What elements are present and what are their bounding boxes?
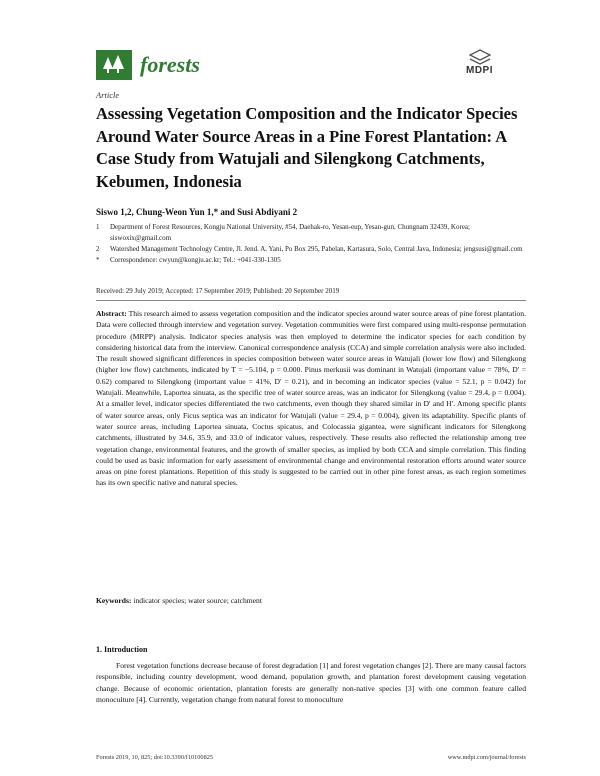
affiliation-item xyxy=(96,244,526,255)
abstract xyxy=(96,308,526,489)
keywords-text: indicator species; water source; catchment xyxy=(133,596,262,605)
footer-url[interactable]: www.mdpi.com/journal/forests xyxy=(447,754,526,761)
paper-title: Assessing Vegetation Composition and the Indicator Species Around Water Source Areas in a Pine Forest Plantation: A Case Study from Watujali and Silengkong Catchments, Kebumen, Indonesia xyxy=(96,104,518,191)
journal-name[interactable]: forests xyxy=(140,52,200,77)
section-heading: 1. Introduction xyxy=(96,645,148,654)
keywords-label: Keywords: xyxy=(96,596,132,605)
abstract-label: Abstract: xyxy=(96,309,127,318)
introduction-text: Forest vegetation functions decrease because of forest degradation [1] and forest vegetation changes [2]. There are many causal factors responsible, including country development, wood demand, population growth, and plantation forest development causing vegetation change. Because of economic orientation, plantation forests are generally non-native species [3] with one common feature called monoculture [4]. Currently, vegetation change from natural forest to monoculture xyxy=(96,661,526,704)
article-type: Article xyxy=(96,90,120,100)
affiliation-mark: * xyxy=(96,256,100,264)
affiliation-mark: 2 xyxy=(96,245,100,253)
publication-dates: Received: 29 July 2019; Accepted: 17 September 2019; Published: 20 September 2019 xyxy=(96,287,340,295)
author-list: Siswo 1,2, Chung-Weon Yun 1,* and Susi Abdiyani 2 xyxy=(96,207,298,217)
correspondence-text: Correspondence: cwyun@kongju.ac.kr; Tel.: +041-330-1305 xyxy=(110,256,281,264)
footer-citation: Forests 2019, 10, 825; doi:10.3390/f10100825 xyxy=(96,754,214,761)
affiliation-text: Watershed Management Technology Centre, Jl. Jend. A. Yani, Po Box 295, Pabelan, Kartasura, Solo, Central Java, Indonesia; jengsusi@gmail.com xyxy=(110,245,523,253)
publisher-name: MDPI xyxy=(466,65,493,76)
affiliation-item xyxy=(96,255,526,266)
journal-logo xyxy=(96,50,132,80)
affiliation-text: Department of Forest Resources, Kongju National University, #54, Daehak-ro, Yesan-eup, Yesan-gun, Chungnam 32439, Korea; siswoxix@gmail.com xyxy=(110,223,470,242)
tree-logo-icon xyxy=(101,54,127,76)
affiliation-list xyxy=(96,222,526,266)
divider xyxy=(96,300,526,301)
affiliation-item xyxy=(96,222,526,244)
abstract-text: This research aimed to assess vegetation composition and the indicator species around water source areas of pine forest plantation. Data were collected through interview and vegetation survey. Vegetation communities were first compared using multi-response permutation procedure (MRPP) analysis. Indicator species analysis was then employed to determine the indicator species for each condition by considering historical data from the interview. Canonical correspondence analysis (CCA) and simple correlation analysis were also included. The result showed significant differences in species composition between water source areas in Watujali (lower low flow) and Silengkong (higher low flow) catchments, indicated by T = −5.104, p = 0.000. Pinus merkusii was dominant in Watujali (important value = 78%, D′ = 0.62) compared to Silengkong (important value = 41%, D′ = 0.21), and in becoming an indicator species (value = 52.1, p = 0.042) for Watujali. Meanwhile, Laportea sinuata, as the specific tree of water source areas, was an indicator for Silengkong (value = 29.4, p = 0.004). At a smaller level, indicator species differentiated the two catchments, even though they shared similar in D′ and H′. Among specific plants of water source areas, only Ficus septica was an indicator for Watujali (value = 29.4, p = 0.004), given its adaptability. Specific plants of water source areas, including Laportea sinuata, Coctus spicatus, and Colocassia gigantea, were significant indicators for Silengkong catchments, illustrated by 34.6, 35.9, and 33.0 of indicator values, respectively. These results also reflected the relationship among tree vegetation change, environmental features, and the growth of smaller species, as implied by both CCA and simple correlation. This finding could be used as basic information for early assessment of environmental change and environmental restoration efforts around water source areas on pine forest plantations. Repetition of this study is suggested to be carried out in other pine forest areas, as each region sometimes has its own specific native and natural species. xyxy=(96,309,527,488)
affiliation-mark: 1 xyxy=(96,223,100,231)
mdpi-logo-icon xyxy=(469,49,491,65)
publisher-logo[interactable] xyxy=(466,49,493,76)
keywords xyxy=(96,596,526,605)
